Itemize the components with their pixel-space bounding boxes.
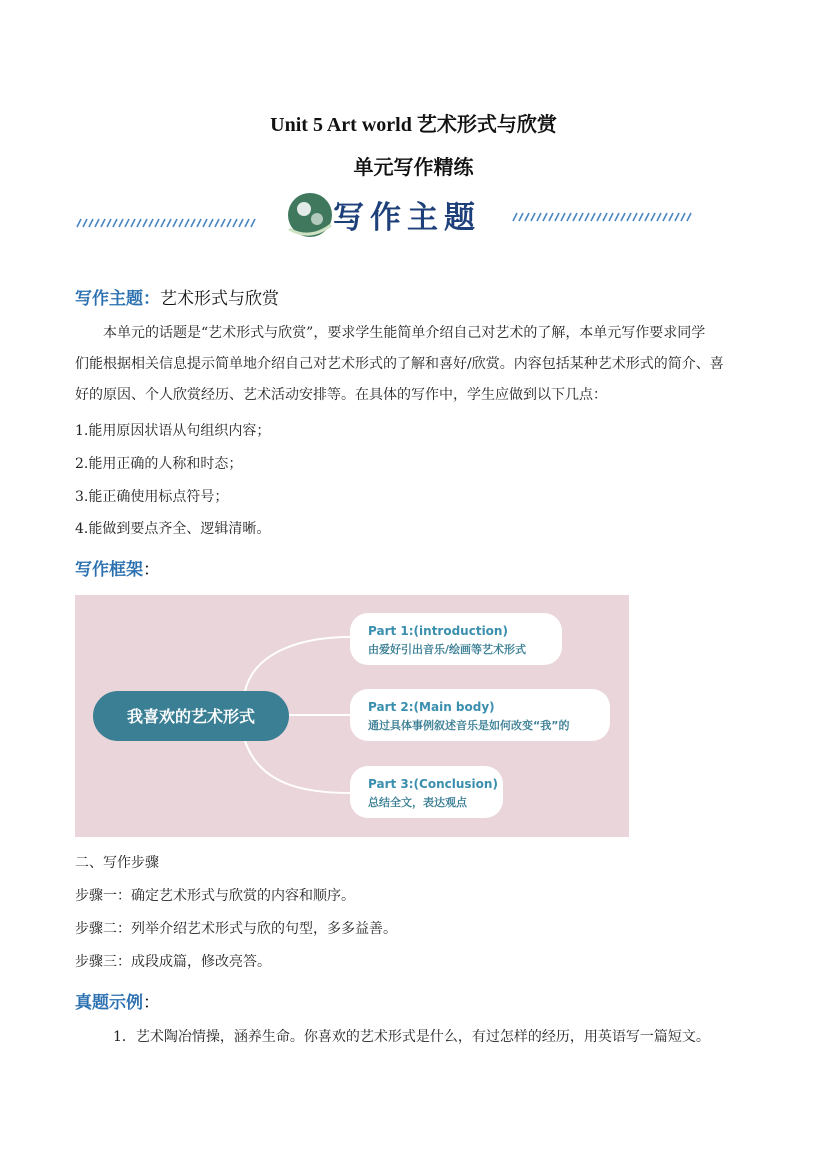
- part-1-title: Part 1:(introduction): [368, 624, 508, 638]
- framework-mindmap: [75, 595, 629, 837]
- center-node-label: 我喜欢的艺术形式: [126, 707, 256, 726]
- example-question-1: 1．艺术陶冶情操，涵养生命。你喜欢的艺术形式是什么，有过怎样的经历，用英语写一篇短文。: [113, 1029, 710, 1045]
- part-3-desc: 总结全文，表达观点: [368, 796, 467, 809]
- right-hatch-decoration: [513, 213, 691, 221]
- requirement-item: 1.能用原因状语从句组织内容；: [75, 423, 271, 439]
- topic-label: 写作主题：: [75, 289, 160, 309]
- steps-heading: 二、写作步骤: [75, 855, 159, 871]
- part-3-node: [350, 766, 503, 818]
- topic-paragraph-line-2: 们能根据相关信息提示简单地介绍自己对艺术形式的了解和喜好/欣赏。内容包括某种艺术形式的简介、喜: [75, 356, 724, 372]
- requirement-item: 2.能用正确的人称和时态；: [75, 456, 243, 472]
- examples-colon: ：: [143, 993, 160, 1013]
- document-subtitle: 单元写作精练: [353, 155, 474, 179]
- part-1-node: [350, 613, 562, 665]
- step-item: 步骤一：确定艺术形式与欣赏的内容和顺序。: [75, 888, 355, 904]
- part-2-title: Part 2:(Main body): [368, 700, 495, 714]
- part-1-desc: 由爱好引出音乐/绘画等艺术形式: [368, 643, 527, 656]
- part-2-node: [350, 689, 610, 741]
- document-title: Unit 5 Art world 艺术形式与欣赏: [270, 114, 557, 136]
- examples-heading: [75, 988, 160, 1013]
- banner-text: 写作主题: [333, 200, 481, 236]
- center-node: [93, 691, 289, 741]
- examples-label: 真题示例: [75, 993, 143, 1013]
- step-item: 步骤二：列举介绍艺术形式与欣的句型，多多益善。: [75, 921, 397, 937]
- writing-topic-banner: [75, 185, 700, 245]
- framework-colon: ：: [143, 560, 160, 580]
- part-2-desc: 通过具体事例叙述音乐是如何改变“我”的: [368, 719, 570, 732]
- topic-value: 艺术形式与欣赏: [160, 289, 279, 309]
- topic-heading: [75, 284, 279, 309]
- left-hatch-decoration: [77, 219, 255, 227]
- part-3-title: Part 3:(Conclusion): [368, 777, 498, 791]
- framework-label: 写作框架: [75, 560, 143, 580]
- requirement-item: 3.能正确使用标点符号；: [75, 489, 229, 505]
- topic-paragraph-line-3: 好的原因、个人欣赏经历、艺术活动安排等。在具体的写作中，学生应做到以下几点：: [75, 387, 607, 403]
- step-item: 步骤三：成段成篇，修改亮答。: [75, 954, 271, 970]
- requirement-item: 4.能做到要点齐全、逻辑清晰。: [75, 521, 271, 537]
- brush-circle-icon: [288, 193, 332, 237]
- topic-paragraph-line-1: 本单元的话题是“艺术形式与欣赏”，要求学生能简单介绍自己对艺术的了解，本单元写作要求同学: [103, 325, 706, 341]
- framework-heading: [75, 555, 160, 580]
